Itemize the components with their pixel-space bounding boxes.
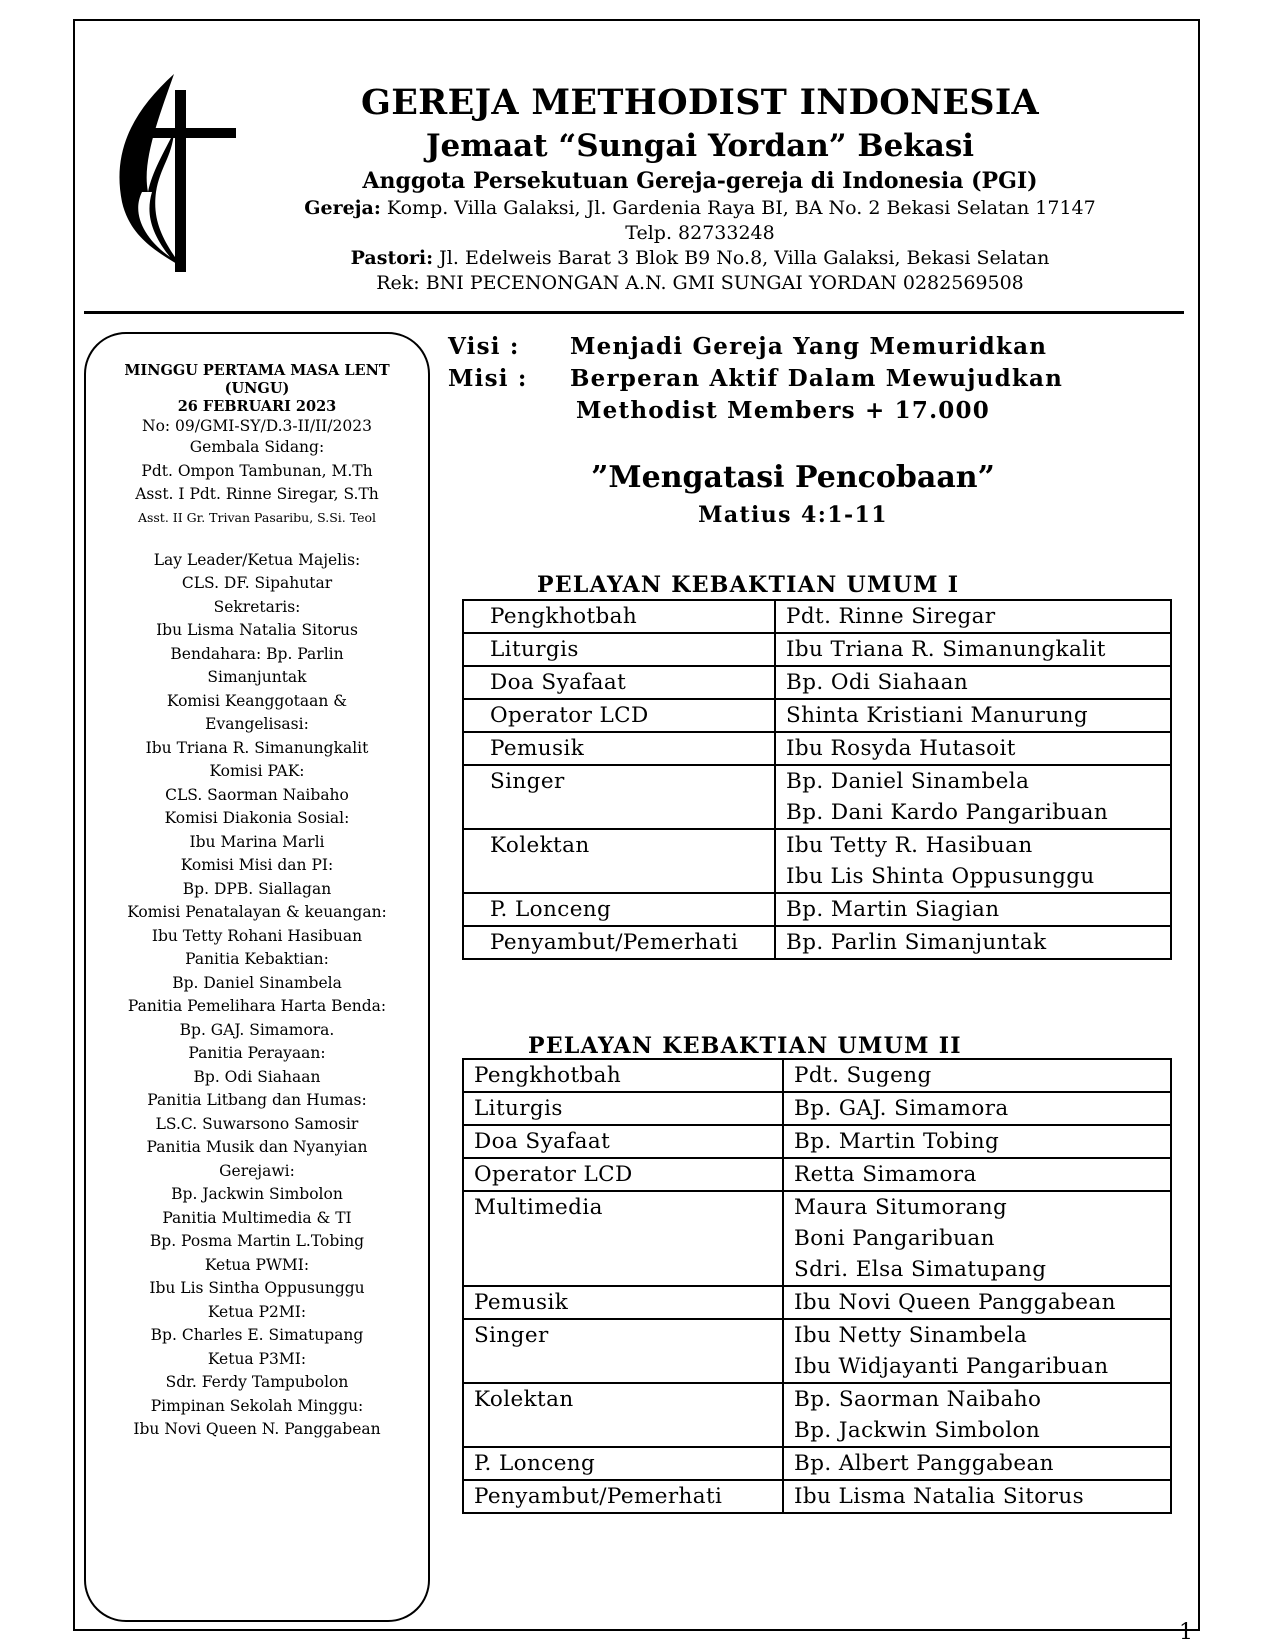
service-names bbox=[783, 1059, 1171, 1092]
vision-label: Visi : bbox=[448, 333, 520, 360]
service-person-name: Sdri. Elsa Simatupang bbox=[794, 1257, 1047, 1282]
vision-mission bbox=[448, 331, 1168, 427]
service1-title: PELAYAN KEBAKTIAN UMUM I bbox=[537, 572, 960, 598]
service-person-name: Ibu Rosyda Hutasoit bbox=[786, 736, 1016, 761]
service-names bbox=[775, 765, 1171, 829]
service-role bbox=[463, 1383, 783, 1447]
service-role-label: P. Lonceng bbox=[490, 897, 612, 922]
service-role bbox=[463, 1191, 783, 1286]
officer-line: CLS. DF. Sipahutar bbox=[181, 574, 333, 592]
officer-line: Panitia Kebaktian: bbox=[185, 950, 329, 968]
service-person-name: Maura Situmorang bbox=[794, 1195, 1008, 1220]
service-person-name: Bp. Odi Siahaan bbox=[786, 670, 969, 695]
assistant-pastor-line: Asst. II Gr. Trivan Pasaribu, S.Si. Teol bbox=[137, 509, 377, 525]
officer-line: Ibu Triana R. Simanungkalit bbox=[145, 738, 369, 757]
sidebar-panel bbox=[84, 332, 430, 1622]
service-role bbox=[463, 1125, 783, 1158]
sidebar-heading-line: (UNGU) bbox=[224, 380, 290, 397]
pastori-address-text: Jl. Edelweis Barat 3 Blok B9 No.8, Villa Galaksi, Bekasi Selatan bbox=[433, 247, 1050, 269]
service-row bbox=[463, 893, 1171, 926]
service-role bbox=[463, 633, 775, 666]
pastor-line: Pdt. Ompon Tambunan, M.Th bbox=[141, 461, 373, 480]
service-row bbox=[463, 765, 1171, 829]
officer-line: Komisi Keanggotaan & bbox=[166, 691, 348, 710]
service-names bbox=[783, 1092, 1171, 1125]
bulletin-number: No: 09/GMI-SY/D.3-II/II/2023 bbox=[142, 417, 372, 435]
service-names bbox=[783, 1158, 1171, 1191]
service-person-name: Retta Simamora bbox=[794, 1162, 977, 1187]
sermon-reference: Matius 4:1-11 bbox=[698, 502, 888, 528]
officers-list bbox=[86, 549, 428, 1442]
vision-row bbox=[448, 331, 1168, 363]
service-role bbox=[463, 1158, 783, 1191]
service-names bbox=[775, 732, 1171, 765]
service1-table bbox=[462, 599, 1172, 960]
service-names bbox=[775, 666, 1171, 699]
pastori-address-label: Pastori: bbox=[350, 247, 434, 269]
service-person-name: Bp. Albert Panggabean bbox=[794, 1451, 1054, 1476]
officer-line: CLS. Saorman Naibaho bbox=[165, 785, 349, 804]
service-names bbox=[783, 1447, 1171, 1480]
service-person-name: Boni Pangaribuan bbox=[794, 1226, 995, 1251]
service-role-label: Penyambut/Pemerhati bbox=[490, 930, 739, 955]
mission-label: Misi : bbox=[448, 365, 528, 392]
service-role-label: Operator LCD bbox=[490, 703, 649, 728]
service-person-name: Ibu Tetty R. Hasibuan bbox=[786, 833, 1033, 858]
service-role bbox=[463, 1059, 783, 1092]
service-names bbox=[783, 1191, 1171, 1286]
officer-line: Bp. Daniel Sinambela bbox=[172, 973, 342, 992]
officer-line: Bp. DPB. Siallagan bbox=[182, 879, 332, 898]
service-role bbox=[463, 600, 775, 633]
service-role-label: Doa Syafaat bbox=[490, 670, 627, 695]
service-names bbox=[775, 699, 1171, 732]
service-role-label: Doa Syafaat bbox=[474, 1129, 611, 1154]
officer-line: Ibu Tetty Rohani Hasibuan bbox=[151, 926, 363, 945]
service-row bbox=[463, 699, 1171, 732]
service-row bbox=[463, 1286, 1171, 1319]
service-role-label: Multimedia bbox=[474, 1195, 603, 1220]
officer-line: Komisi Penatalayan & keuangan: bbox=[127, 903, 387, 921]
service-row bbox=[463, 732, 1171, 765]
service2-title: PELAYAN KEBAKTIAN UMUM II bbox=[528, 1033, 962, 1059]
service-person-name: Bp. Jackwin Simbolon bbox=[794, 1418, 1041, 1443]
officer-line: Bp. GAJ. Simamora. bbox=[179, 1020, 335, 1039]
service-person-name: Bp. Parlin Simanjuntak bbox=[786, 930, 1047, 955]
officer-line: Evangelisasi: bbox=[205, 715, 309, 733]
officer-line: Panitia Musik dan Nyanyian bbox=[146, 1138, 368, 1156]
church-name: GEREJA METHODIST INDONESIA bbox=[361, 82, 1039, 123]
service-role bbox=[463, 1092, 783, 1125]
service-person-name: Ibu Widjayanti Pangaribuan bbox=[794, 1354, 1109, 1379]
service-role bbox=[463, 1480, 783, 1513]
officer-line: Sdr. Ferdy Tampubolon bbox=[165, 1373, 349, 1391]
church-phone: Telp. 82733248 bbox=[625, 222, 775, 244]
officer-line: Lay Leader/Ketua Majelis: bbox=[153, 550, 361, 569]
service-role-label: Operator LCD bbox=[474, 1162, 633, 1187]
officer-line: Komisi PAK: bbox=[209, 762, 305, 780]
officer-line: Simanjuntak bbox=[207, 668, 307, 686]
service-person-name: Shinta Kristiani Manurung bbox=[786, 703, 1088, 728]
service-role bbox=[463, 666, 775, 699]
page-number: 1 bbox=[1179, 1620, 1193, 1645]
mission-row bbox=[448, 363, 1168, 395]
service-names bbox=[775, 926, 1171, 959]
bank-account: Rek: BNI PECENONGAN A.N. GMI SUNGAI YORDAN 0282569508 bbox=[376, 272, 1024, 294]
service-role-label: Kolektan bbox=[474, 1387, 574, 1412]
pastori-address bbox=[250, 246, 1150, 271]
officer-line: Ibu Lis Sintha Oppusunggu bbox=[149, 1279, 365, 1297]
service2-table bbox=[462, 1058, 1172, 1514]
sidebar-spacer bbox=[86, 529, 428, 549]
service-role-label: Pengkhotbah bbox=[474, 1063, 622, 1088]
service-row bbox=[463, 1059, 1171, 1092]
service-row bbox=[463, 633, 1171, 666]
service-row bbox=[463, 1319, 1171, 1383]
service-role-label: P. Lonceng bbox=[474, 1451, 596, 1476]
service-person-name: Ibu Lis Shinta Oppusunggu bbox=[786, 864, 1095, 889]
service-role bbox=[463, 765, 775, 829]
service-person-name: Bp. Saorman Naibaho bbox=[794, 1387, 1042, 1412]
officer-line: Panitia Perayaan: bbox=[188, 1044, 326, 1062]
service-role-label: Penyambut/Pemerhati bbox=[474, 1484, 723, 1509]
officer-line: Panitia Multimedia & TI bbox=[162, 1208, 352, 1227]
service-row bbox=[463, 1447, 1171, 1480]
service-role bbox=[463, 1319, 783, 1383]
service-role-label: Pemusik bbox=[474, 1290, 569, 1315]
vision-text: Menjadi Gereja Yang Memuridkan bbox=[570, 333, 1048, 360]
officer-line: LS.C. Suwarsono Samosir bbox=[155, 1114, 359, 1133]
church-address bbox=[250, 196, 1150, 221]
sermon-title: ”Mengatasi Pencobaan” bbox=[591, 460, 995, 495]
officer-line: Ibu Lisma Natalia Sitorus bbox=[156, 621, 358, 639]
service-person-name: Ibu Netty Sinambela bbox=[794, 1323, 1028, 1348]
officer-line: Bp. Odi Siahaan bbox=[193, 1067, 321, 1086]
mission-text-continued: Methodist Members + 17.000 bbox=[576, 397, 990, 424]
officer-line: Bp. Charles E. Simatupang bbox=[150, 1326, 364, 1344]
service-person-name: Ibu Lisma Natalia Sitorus bbox=[794, 1484, 1085, 1509]
mission-text: Berperan Aktif Dalam Mewujudkan bbox=[570, 365, 1064, 392]
pastor-line: Gembala Sidang: bbox=[189, 438, 325, 456]
service-person-name: Bp. GAJ. Simamora bbox=[794, 1096, 1009, 1121]
service-role bbox=[463, 829, 775, 893]
service-names bbox=[783, 1319, 1171, 1383]
officer-line: Komisi Misi dan PI: bbox=[180, 856, 334, 874]
officer-line: Ketua P3MI: bbox=[207, 1349, 307, 1368]
officer-line: Pimpinan Sekolah Minggu: bbox=[150, 1396, 364, 1415]
church-address-text: Komp. Villa Galaksi, Jl. Gardenia Raya BI, BA No. 2 Bekasi Selatan 17147 bbox=[380, 197, 1096, 219]
service-person-name: Ibu Novi Queen Panggabean bbox=[794, 1290, 1116, 1315]
church-header bbox=[250, 80, 1150, 296]
service-role-label: Singer bbox=[474, 1323, 549, 1348]
officer-line: Bp. Posma Martin L.Tobing bbox=[149, 1232, 365, 1250]
service-role-label: Singer bbox=[490, 769, 565, 794]
service-row bbox=[463, 1191, 1171, 1286]
header-divider bbox=[84, 311, 1184, 314]
service-names bbox=[775, 600, 1171, 633]
service-person-name: Bp. Daniel Sinambela bbox=[786, 769, 1030, 794]
pastor-line: Asst. I Pdt. Rinne Siregar, S.Th bbox=[135, 485, 379, 503]
service-row bbox=[463, 1480, 1171, 1513]
service-role bbox=[463, 1286, 783, 1319]
service-names bbox=[783, 1286, 1171, 1319]
sidebar-heading-line: MINGGU PERTAMA MASA LENT bbox=[124, 362, 390, 379]
service-role bbox=[463, 699, 775, 732]
service-person-name: Pdt. Rinne Siregar bbox=[786, 604, 996, 629]
service-row bbox=[463, 1125, 1171, 1158]
service-person-name: Bp. Martin Tobing bbox=[794, 1129, 1000, 1154]
service-role bbox=[463, 1447, 783, 1480]
officer-line: Ibu Marina Marli bbox=[189, 832, 325, 851]
service-row bbox=[463, 600, 1171, 633]
service-names bbox=[783, 1480, 1171, 1513]
service-role-label: Liturgis bbox=[474, 1096, 563, 1121]
service-person-name: Bp. Martin Siagian bbox=[786, 897, 1000, 922]
service-names bbox=[775, 829, 1171, 893]
service-role bbox=[463, 926, 775, 959]
service-row bbox=[463, 1158, 1171, 1191]
service-names bbox=[775, 633, 1171, 666]
officer-line: Komisi Diakonia Sosial: bbox=[164, 809, 350, 827]
service-role-label: Kolektan bbox=[490, 833, 590, 858]
service-role bbox=[463, 732, 775, 765]
cross-and-flame-logo bbox=[112, 72, 242, 272]
membership-line: Anggota Persekutuan Gereja-gereja di Indonesia (PGI) bbox=[362, 168, 1038, 194]
service-role-label: Pemusik bbox=[490, 736, 585, 761]
officer-line: Sekretaris: bbox=[213, 597, 301, 616]
officer-line: Bendahara: Bp. Parlin bbox=[170, 644, 344, 663]
service-row bbox=[463, 666, 1171, 699]
sidebar-date: 26 FEBRUARI 2023 bbox=[177, 398, 337, 415]
church-address-label: Gereja: bbox=[304, 197, 381, 219]
service-names bbox=[783, 1383, 1171, 1447]
officer-line: Panitia Pemelihara Harta Benda: bbox=[127, 997, 387, 1015]
service-person-name: Pdt. Sugeng bbox=[794, 1063, 932, 1088]
service-row bbox=[463, 1092, 1171, 1125]
service-person-name: Ibu Triana R. Simanungkalit bbox=[786, 637, 1106, 662]
congregation-name: Jemaat “Sungai Yordan” Bekasi bbox=[425, 128, 975, 164]
service-row bbox=[463, 1383, 1171, 1447]
service-role-label: Liturgis bbox=[490, 637, 579, 662]
officer-line: Panitia Litbang dan Humas: bbox=[147, 1091, 367, 1109]
officer-line: Ketua P2MI: bbox=[207, 1302, 307, 1321]
service-row bbox=[463, 829, 1171, 893]
officer-line: Ketua PWMI: bbox=[204, 1255, 310, 1274]
officer-line: Ibu Novi Queen N. Panggabean bbox=[133, 1420, 381, 1438]
service-role bbox=[463, 893, 775, 926]
service-names bbox=[783, 1125, 1171, 1158]
service-person-name: Bp. Dani Kardo Pangaribuan bbox=[786, 800, 1109, 825]
service-row bbox=[463, 926, 1171, 959]
service-role-label: Pengkhotbah bbox=[490, 604, 638, 629]
officer-line: Gerejawi: bbox=[219, 1161, 295, 1180]
officer-line: Bp. Jackwin Simbolon bbox=[171, 1185, 343, 1203]
service-names bbox=[775, 893, 1171, 926]
